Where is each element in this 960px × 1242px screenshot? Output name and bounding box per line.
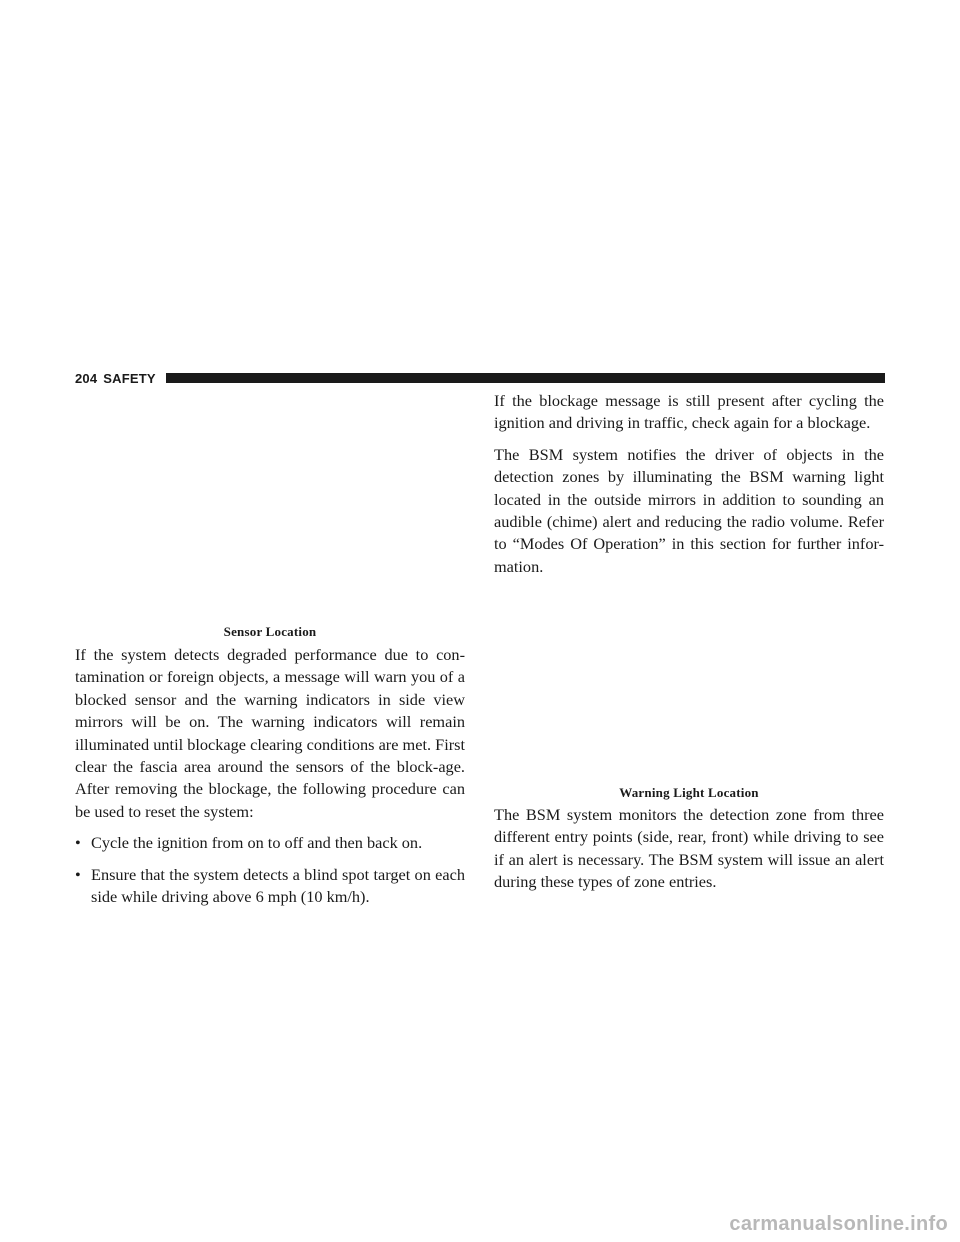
figure-caption-sensor-location: Sensor Location bbox=[223, 624, 317, 639]
list-item-text: Ensure that the system detects a blind spot target on each side while driving above 6 mph (10 km/h). bbox=[91, 864, 465, 907]
body-paragraph: If the system detects degraded performance due to con-tamination or foreign objects, a message will warn you of a blocked sensor and the warning indicators in side view mirrors will be on. The warning indicators will remain illuminated until blockage clearing conditions are met. First clear the fascia area around the sensors of the block-age. After removing the blockage, the following procedure can be used to reset the system: bbox=[75, 645, 465, 821]
right-column-bottom bbox=[494, 804, 884, 903]
bullet-icon: • bbox=[75, 833, 81, 853]
right-column-top bbox=[494, 390, 884, 587]
page-header bbox=[75, 370, 885, 386]
list-item bbox=[75, 832, 465, 854]
section-title: SAFETY bbox=[103, 370, 156, 386]
body-paragraph: The BSM system notifies the driver of objects in the detection zones by illuminating the BSM warning light located in the outside mirrors in addition to sounding an audible (chime) alert and reducing the radio volume. Refer to “Modes Of Operation” in this section for further infor-mation. bbox=[494, 444, 884, 576]
list-item bbox=[75, 864, 465, 909]
body-paragraph: The BSM system monitors the detection zone from three different entry points (side, rear, front) while driving to see if an alert is necessary. The BSM system will issue an alert during these types of zone entries. bbox=[494, 805, 884, 892]
left-column bbox=[75, 644, 465, 917]
list-item-text: Cycle the ignition from on to off and then back on. bbox=[91, 833, 423, 853]
bullet-list bbox=[75, 832, 465, 908]
watermark: carmanualsonline.info bbox=[729, 1213, 948, 1235]
page-number: 204 bbox=[75, 370, 98, 386]
body-paragraph: If the blockage message is still present after cycling the ignition and driving in traffic, check again for a blockage. bbox=[494, 391, 884, 433]
bullet-icon: • bbox=[75, 864, 81, 884]
figure-caption-warning-light-location: Warning Light Location bbox=[619, 785, 759, 800]
header-rule bbox=[166, 373, 885, 383]
